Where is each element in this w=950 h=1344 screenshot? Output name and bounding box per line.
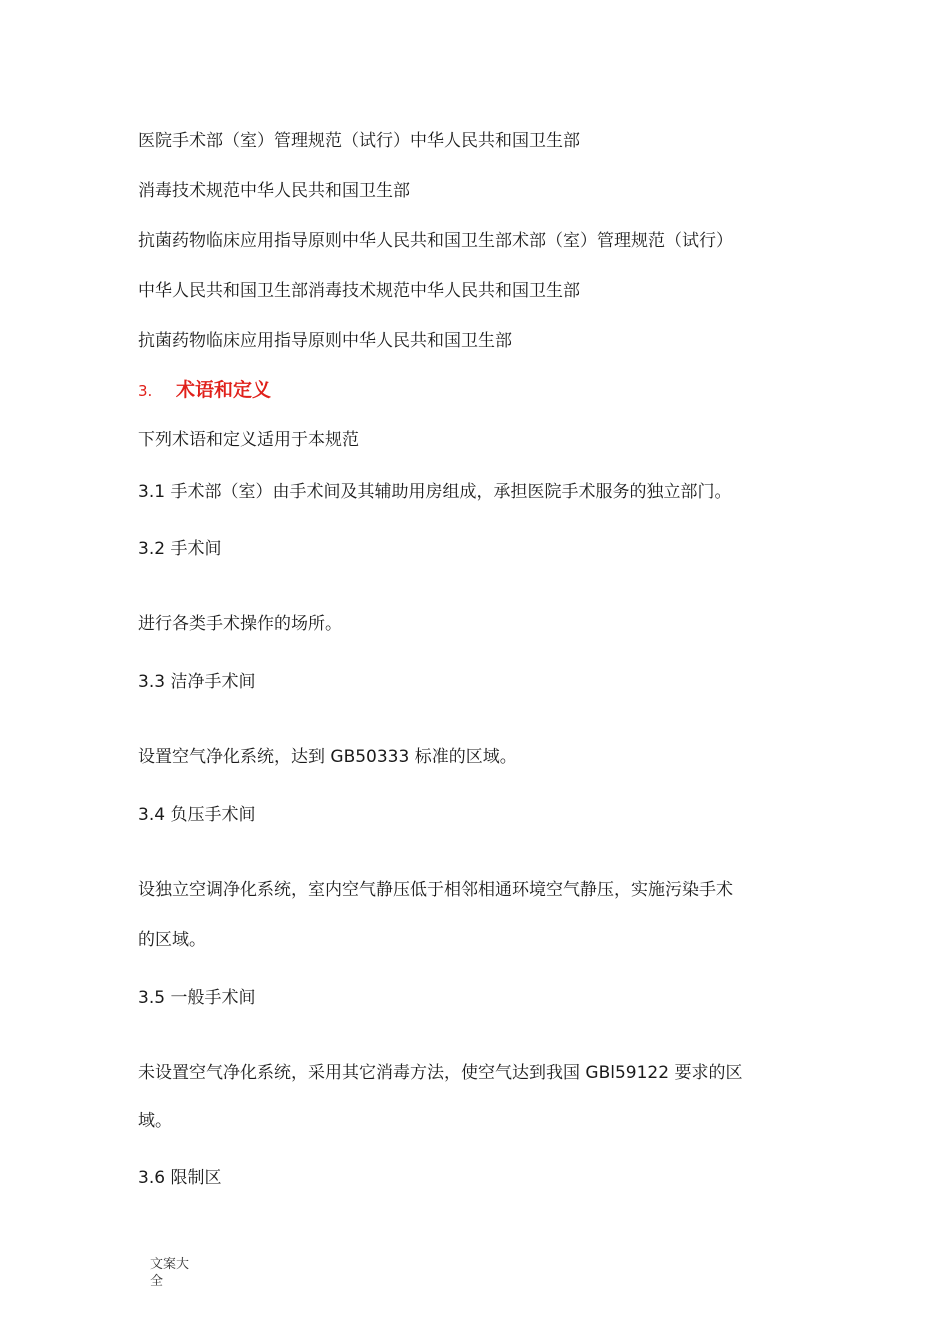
- section-title: 术语和定义: [176, 379, 272, 401]
- reference-line: 抗菌药物临床应用指导原则中华人民共和国卫生部: [138, 331, 512, 351]
- term-3-5-title: 3.5 一般手术间: [138, 988, 256, 1008]
- reference-line: 医院手术部（室）管理规范（试行）中华人民共和国卫生部: [138, 131, 580, 151]
- page-footer: 文案大全: [150, 1257, 190, 1289]
- reference-line: 中华人民共和国卫生部消毒技术规范中华人民共和国卫生部: [138, 281, 580, 301]
- section-number: 3.: [138, 382, 153, 400]
- term-3-6-title: 3.6 限制区: [138, 1168, 222, 1188]
- term-3-2-title: 3.2 手术间: [138, 539, 222, 559]
- term-3-4-definition-line-1: 设独立空调净化系统，室内空气静压低于相邻相通环境空气静压，实施污染手术: [138, 880, 733, 900]
- reference-line: 抗菌药物临床应用指导原则中华人民共和国卫生部术部（室）管理规范（试行）: [138, 231, 733, 251]
- term-3-5-definition-line-1: 未设置空气净化系统，采用其它消毒方法，使空气达到我国 GBl59122 要求的区: [138, 1063, 743, 1083]
- term-3-5-definition-line-2: 域。: [138, 1111, 172, 1131]
- reference-line: 消毒技术规范中华人民共和国卫生部: [138, 181, 410, 201]
- section-intro: 下列术语和定义适用于本规范: [138, 430, 359, 450]
- term-3-1: 3.1 手术部（室）由手术间及其辅助用房组成，承担医院手术服务的独立部门。: [138, 482, 732, 502]
- term-3-4-definition-line-2: 的区域。: [138, 930, 206, 950]
- term-3-4-title: 3.4 负压手术间: [138, 805, 256, 825]
- section-heading: [138, 377, 271, 404]
- term-3-2-definition: 进行各类手术操作的场所。: [138, 614, 342, 634]
- term-3-3-title: 3.3 洁净手术间: [138, 672, 256, 692]
- term-3-3-definition: 设置空气净化系统，达到 GB50333 标准的区域。: [138, 747, 517, 767]
